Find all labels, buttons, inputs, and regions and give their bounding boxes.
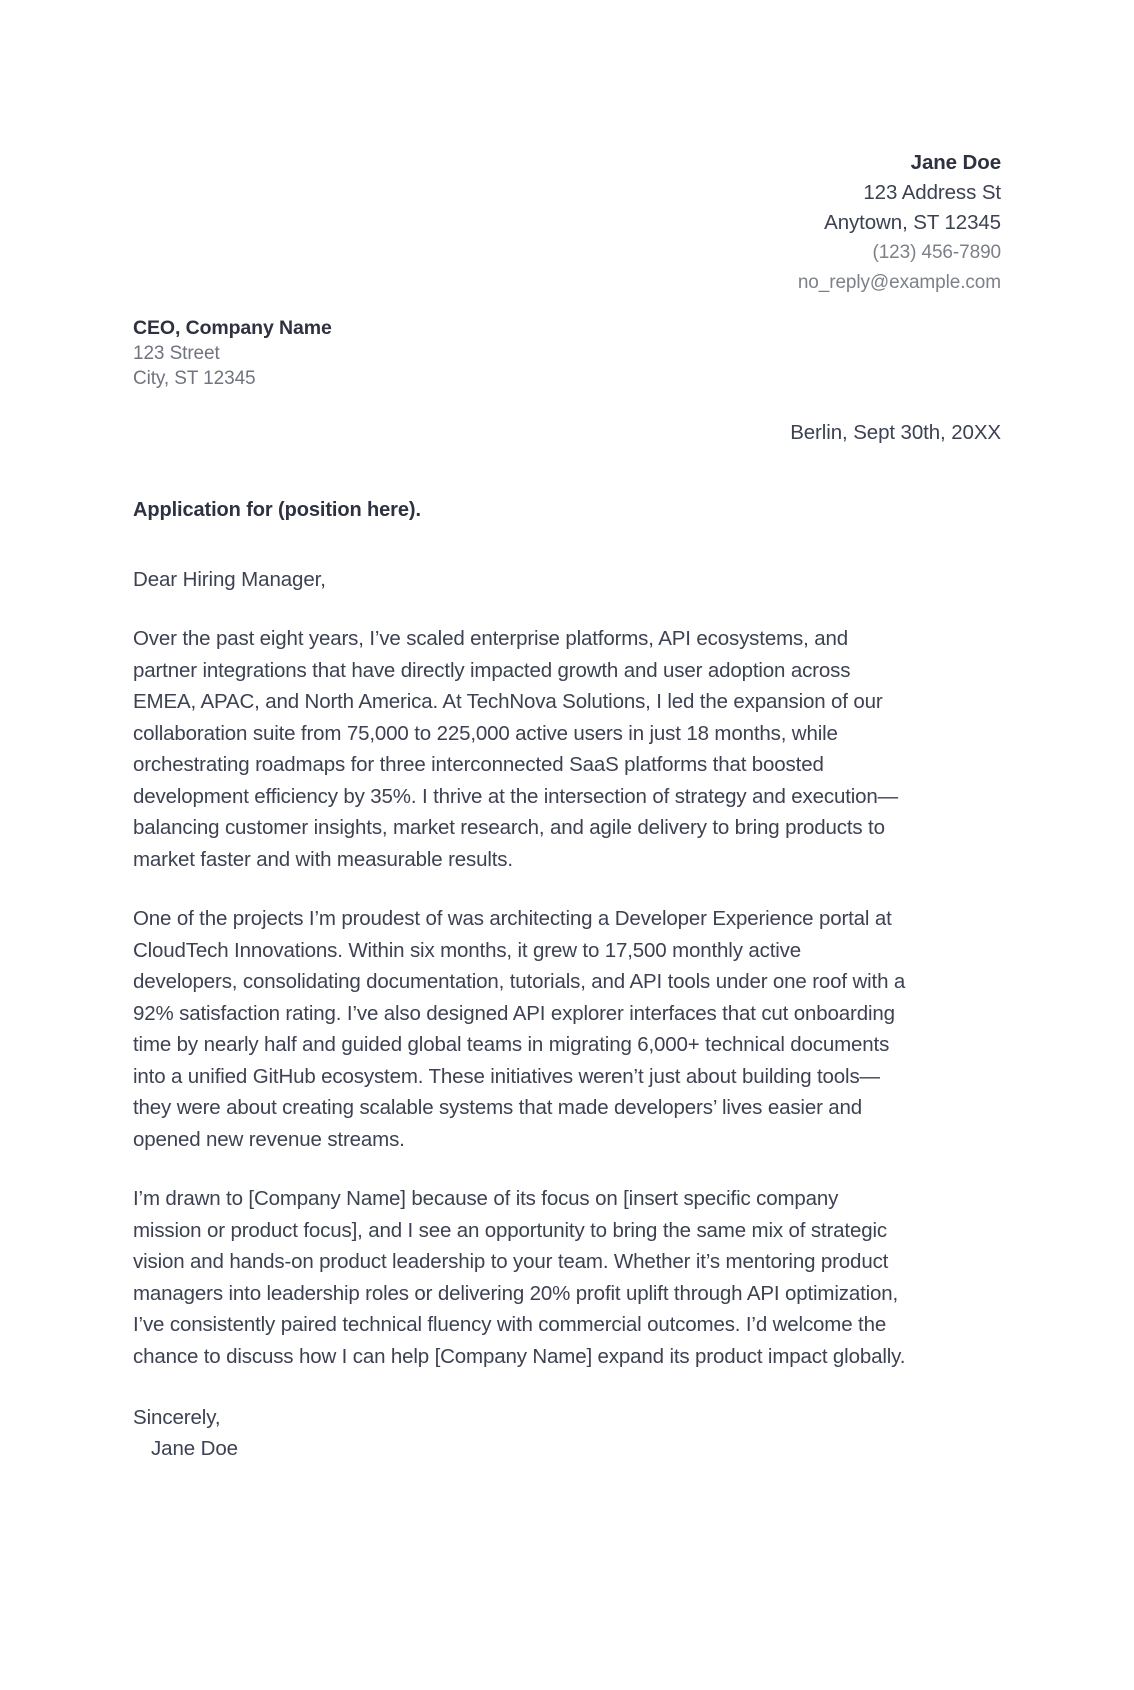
recipient-address-block xyxy=(133,315,1001,391)
recipient-address-line-1: 123 Street xyxy=(133,343,220,364)
body-paragraph: Over the past eight years, I’ve scaled enterprise platforms, API ecosystems, and partner integrations that have directly impacted growth and user adoption across EMEA, APAC, and North America. At TechNova Solutions, I led the expansion of our collaboration suite from 75,000 to 225,000 active users in just 18 months, while orchestrating roadmaps for three interconnected SaaS platforms that boosted development efficiency by 35%. I thrive at the intersection of strategy and execution—balancing customer insights, market research, and agile delivery to bring products to market faster and with measurable results. xyxy=(133,627,899,871)
sender-email: no_reply@example.com xyxy=(797,272,1001,293)
body-paragraph: One of the projects I’m proudest of was architecting a Developer Experience portal at CloudTech Innovations. Within six months, it grew to 17,500 monthly active developers, consolidating documentation, tutorials, and API tools under one roof with a 92% satisfaction rating. I’ve also designed API explorer interfaces that cut onboarding time by nearly half and guided global teams in migrating 6,000+ technical documents into a unified GitHub ecosystem. These initiatives weren’t just about building tools—they were about creating scalable systems that made developers’ lives easier and opened new revenue streams. xyxy=(133,907,906,1151)
sender-name: Jane Doe xyxy=(910,151,1001,174)
closing-signature-name: Jane Doe xyxy=(151,1437,238,1460)
recipient-address-line-2: City, ST 12345 xyxy=(133,368,256,389)
closing-salutation: Sincerely, xyxy=(133,1406,221,1429)
body-paragraph: I’m drawn to [Company Name] because of its focus on [insert specific company mission or product focus], and I see an opportunity to bring the same mix of strategic vision and hands-on product leadership to your team. Whether it’s mentoring product managers into leadership roles or delivering 20% profit uplift through API optimization, I’ve consistently paired technical fluency with commercial outcomes. I’d welcome the chance to discuss how I can help [Company Name] expand its product impact globally. xyxy=(133,1187,906,1368)
letter-salutation: Dear Hiring Manager, xyxy=(133,568,326,591)
sender-address-line-1: 123 Address St xyxy=(863,181,1001,204)
recipient-name: CEO, Company Name xyxy=(133,317,332,339)
letter-closing xyxy=(133,1402,1001,1464)
letter-subject: Application for (position here). xyxy=(133,499,421,521)
sender-address-line-2: Anytown, ST 12345 xyxy=(824,211,1001,234)
letter-date: Berlin, Sept 30th, 20XX xyxy=(790,421,1001,444)
sender-address-block xyxy=(133,0,1001,298)
letter-body xyxy=(133,623,1001,1372)
sender-phone: (123) 456-7890 xyxy=(872,242,1001,263)
